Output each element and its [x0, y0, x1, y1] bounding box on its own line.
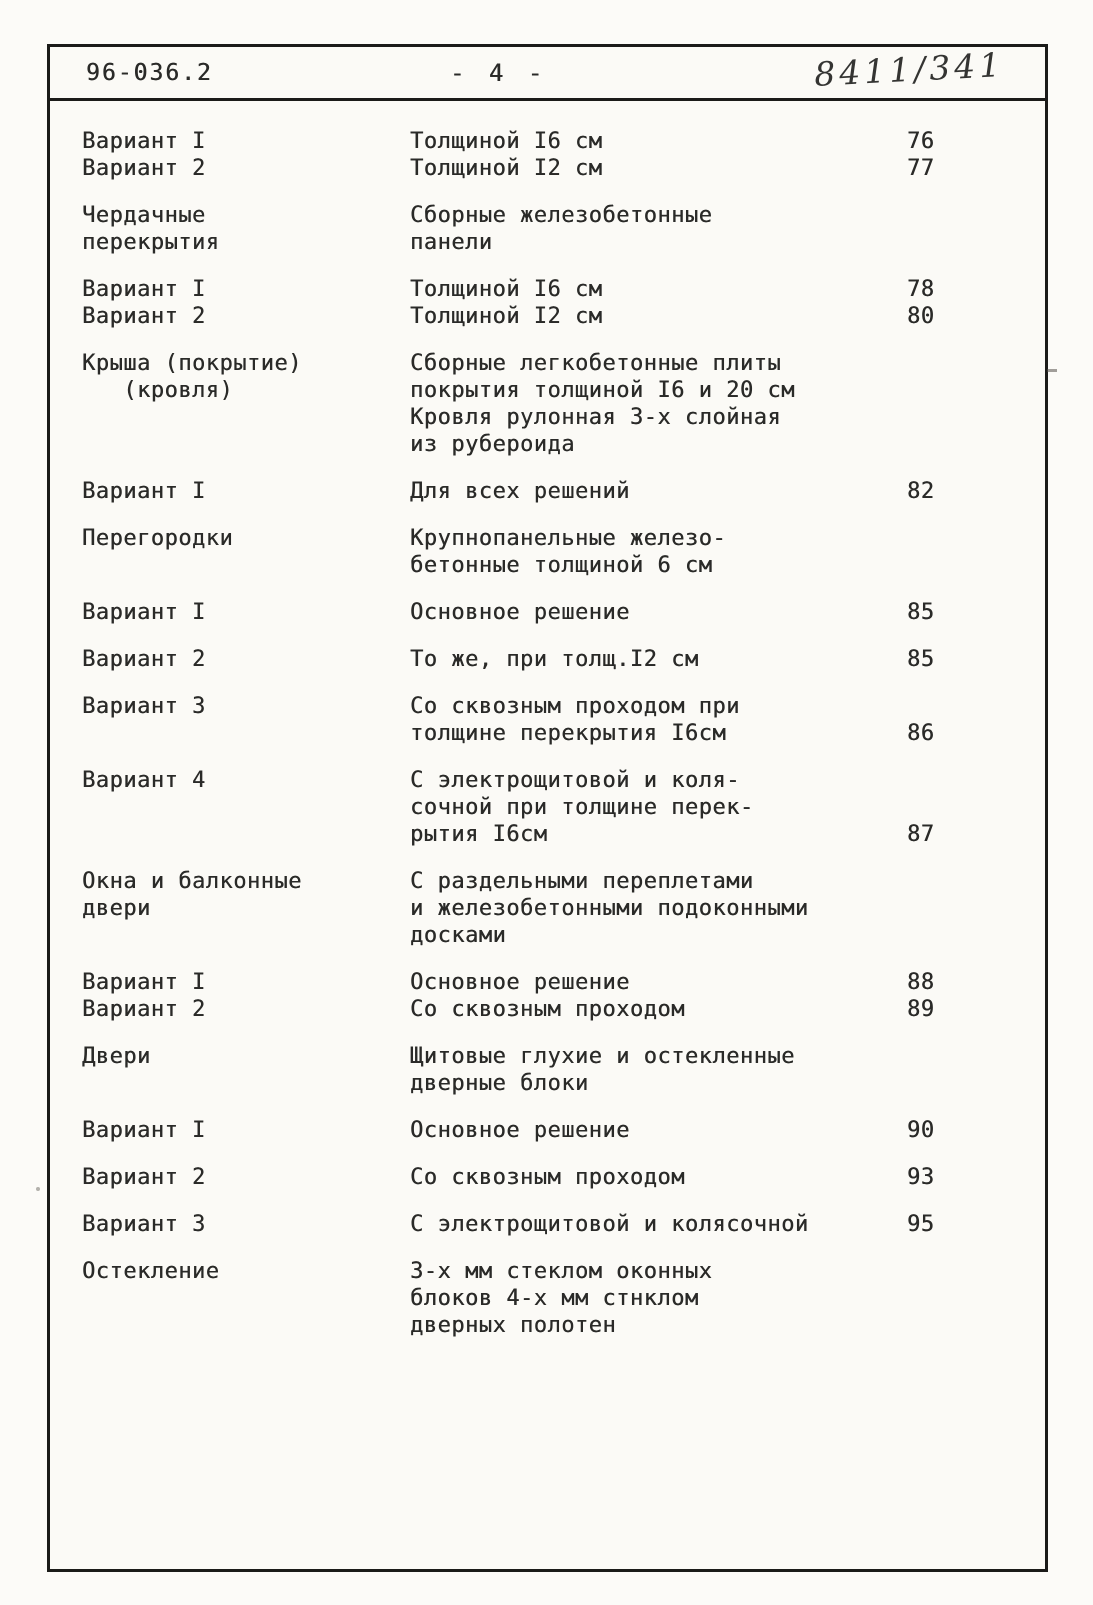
table-group	[82, 646, 1021, 673]
cell-name: перекрытия	[82, 230, 220, 255]
cell-desc: Со сквозным проходом	[410, 1165, 685, 1190]
cell-desc: досками	[410, 923, 507, 948]
table-row	[82, 646, 1021, 673]
cell-name: Вариант I	[82, 970, 206, 995]
handwritten-number: 8411/341	[813, 45, 1006, 94]
cell-page: 89	[907, 997, 935, 1022]
cell-desc: Толщиной I6 см	[410, 277, 603, 302]
table-row	[82, 868, 1021, 895]
cell-name: Вариант 3	[82, 1212, 206, 1237]
cell-page: 80	[907, 304, 935, 329]
table-row	[82, 720, 1021, 747]
table-group	[82, 599, 1021, 626]
cell-name: Вариант 2	[82, 647, 206, 672]
cell-desc: Толщиной I2 см	[410, 304, 603, 329]
cell-desc: 3-х мм стеклом оконных	[410, 1259, 713, 1284]
table-row	[82, 404, 1021, 431]
cell-page: 93	[907, 1165, 935, 1190]
cell-desc: панели	[410, 230, 493, 255]
contents-table	[50, 101, 1045, 1339]
cell-name: Перегородки	[82, 526, 234, 551]
cell-name: Вариант 3	[82, 694, 206, 719]
table-row	[82, 599, 1021, 626]
table-group	[82, 478, 1021, 505]
cell-desc: Для всех решений	[410, 479, 630, 504]
table-group	[82, 767, 1021, 848]
doc-number: 96-036.2	[86, 60, 213, 86]
table-group	[82, 350, 1021, 458]
table-row	[82, 1312, 1021, 1339]
table-row	[82, 1070, 1021, 1097]
cell-name: Вариант I	[82, 600, 206, 625]
cell-desc: дверные блоки	[410, 1071, 589, 1096]
table-row	[82, 350, 1021, 377]
cell-page: 78	[907, 277, 935, 302]
cell-name: Чердачные	[82, 203, 206, 228]
cell-desc: толщине перекрытия I6см	[410, 721, 727, 746]
table-row	[82, 821, 1021, 848]
table-row	[82, 1258, 1021, 1285]
cell-desc: Основное решение	[410, 970, 630, 995]
table-row	[82, 202, 1021, 229]
cell-desc: покрытия толщиной I6 и 20 см	[410, 378, 795, 403]
cell-desc: Толщиной I6 см	[410, 129, 603, 154]
table-row	[82, 525, 1021, 552]
table-row	[82, 1211, 1021, 1238]
cell-name: Окна и балконные	[82, 869, 302, 894]
page-header	[50, 47, 1045, 101]
cell-desc: То же, при толщ.I2 см	[410, 647, 699, 672]
cell-page: 88	[907, 970, 935, 995]
cell-page: 86	[907, 721, 935, 746]
cell-desc: рытия I6см	[410, 822, 548, 847]
cell-name: Вариант I	[82, 129, 206, 154]
page-number: - 4 -	[450, 59, 548, 87]
cell-name: Остекление	[82, 1259, 220, 1284]
cell-desc: Крупнопанельные железо-	[410, 526, 727, 551]
page-frame	[47, 44, 1048, 1572]
table-row	[82, 128, 1021, 155]
table-row	[82, 693, 1021, 720]
cell-page: 85	[907, 600, 935, 625]
cell-desc: Со сквозным проходом при	[410, 694, 740, 719]
cell-name: Вариант 2	[82, 304, 206, 329]
table-group	[82, 1258, 1021, 1339]
table-group	[82, 202, 1021, 256]
cell-desc: бетонные толщиной 6 см	[410, 553, 713, 578]
cell-page: 82	[907, 479, 935, 504]
table-row	[82, 794, 1021, 821]
table-group	[82, 1043, 1021, 1097]
table-row	[82, 1285, 1021, 1312]
table-row	[82, 276, 1021, 303]
table-row	[82, 895, 1021, 922]
cell-desc: сочной при толщине перек-	[410, 795, 754, 820]
cell-name: Вариант 2	[82, 1165, 206, 1190]
cell-page: 85	[907, 647, 935, 672]
table-row	[82, 767, 1021, 794]
table-group	[82, 276, 1021, 330]
cell-desc: Сборные железобетонные	[410, 203, 713, 228]
table-group	[82, 969, 1021, 1023]
cell-name: Вариант I	[82, 479, 206, 504]
cell-desc: Щитовые глухие и остекленные	[410, 1044, 795, 1069]
cell-page: 95	[907, 1212, 935, 1237]
cell-page: 77	[907, 156, 935, 181]
cell-desc: из рубероида	[410, 432, 575, 457]
table-row	[82, 1117, 1021, 1144]
table-row	[82, 922, 1021, 949]
cell-desc: Со сквозным проходом	[410, 997, 685, 1022]
cell-desc: блоков 4-х мм стнклом	[410, 1286, 699, 1311]
table-row	[82, 996, 1021, 1023]
scan-artifact-dot	[36, 1187, 40, 1191]
cell-name: двери	[82, 896, 151, 921]
cell-name: (кровля)	[82, 378, 234, 403]
cell-desc: С электрощитовой и коля-	[410, 768, 740, 793]
cell-desc: Сборные легкобетонные плиты	[410, 351, 782, 376]
table-group	[82, 868, 1021, 949]
cell-name: Вариант 2	[82, 156, 206, 181]
table-row	[82, 478, 1021, 505]
table-row	[82, 1043, 1021, 1070]
table-row	[82, 155, 1021, 182]
table-group	[82, 128, 1021, 182]
scan-artifact-tick	[1047, 369, 1057, 372]
table-row	[82, 969, 1021, 996]
cell-name: Вариант 2	[82, 997, 206, 1022]
table-group	[82, 525, 1021, 579]
table-group	[82, 1117, 1021, 1144]
table-group	[82, 1211, 1021, 1238]
cell-name: Вариант I	[82, 1118, 206, 1143]
cell-name: Вариант 4	[82, 768, 206, 793]
cell-desc: Основное решение	[410, 1118, 630, 1143]
cell-name: Вариант I	[82, 277, 206, 302]
cell-desc: Основное решение	[410, 600, 630, 625]
cell-page: 76	[907, 129, 935, 154]
table-group	[82, 1164, 1021, 1191]
table-row	[82, 552, 1021, 579]
cell-desc: С раздельными переплетами	[410, 869, 754, 894]
table-row	[82, 303, 1021, 330]
table-group	[82, 693, 1021, 747]
cell-page: 90	[907, 1118, 935, 1143]
cell-desc: С электрощитовой и колясочной	[410, 1212, 809, 1237]
cell-desc: Кровля рулонная 3-х слойная	[410, 405, 782, 430]
cell-name: Крыша (покрытие)	[82, 351, 302, 376]
table-row	[82, 431, 1021, 458]
table-row	[82, 377, 1021, 404]
cell-desc: и железобетонными подоконными	[410, 896, 809, 921]
cell-desc: дверных полотен	[410, 1313, 617, 1338]
table-row	[82, 229, 1021, 256]
cell-name: Двери	[82, 1044, 151, 1069]
cell-desc: Толщиной I2 см	[410, 156, 603, 181]
cell-page: 87	[907, 822, 935, 847]
table-row	[82, 1164, 1021, 1191]
